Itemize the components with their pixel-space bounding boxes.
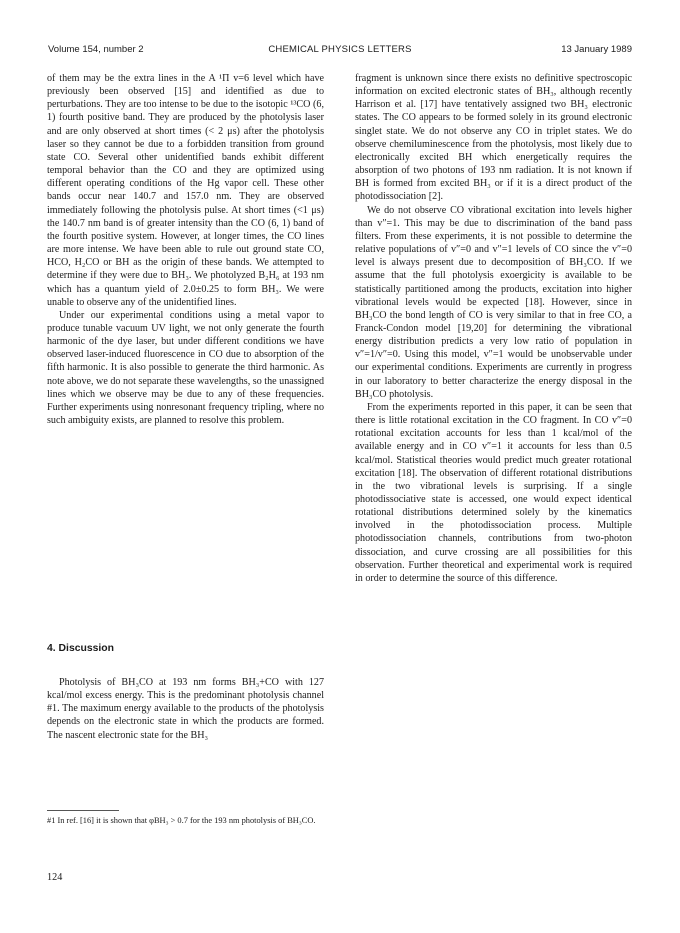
left-paragraph-2: Under our experimental conditions using a metal vapor to produce tunable vacuum UV light, we not only generate the fourth harmonic of the dye laser, but under different conditions we have observed laser-induced fluorescence in CO due to absorption of the fifth harmonic. It is also possible to generate the third harmonic. As note above, we do not separate these wavelengths, so the unassigned lines which we observe may be due to any of these frequencies. Further experiments using nonresonant frequency tripling, where no such ambiguity exists, are planned to resolve this problem. bbox=[47, 309, 324, 427]
running-header bbox=[48, 44, 632, 58]
right-column bbox=[355, 72, 632, 585]
left-paragraph-1: of them may be the extra lines in the A ¹Π v=6 level which have previously been observed [15] and identified as due to perturbations. They are too intense to be due to the isotopic ¹³CO (6, 1) fourth positive band. They are produced by the photolysis laser and are only observed at short times (< 2 μs) after the photolysis laser so they cannot be due to a forbidden transition from ground state CO. Several other unidentified bands exhibit different temporal behavior than the CO and they are optimized using different operating conditions of the Hg vapor cell. These other bands occur near 140.7 and 157.0 nm. They are observed immediately following the photolysis pulse. At short times (<1 μs) the 140.7 nm band is of greater intensity than the CO (6, 1) band of the fourth positive system. However, at longer times, the CO lines are more intense. We have been able to rule out ground state CO, HCO, H₂CO or BH as the origin of these bands. We attempted to determine if they were due to BH₃. We photolyzed B₂H₆ at 193 nm which has a quantum yield of 2.0±0.25 to form BH₃. We were unable to observe any of the unidentified lines. bbox=[47, 73, 324, 308]
right-paragraph-3: From the experiments reported in this paper, it can be seen that there is little rotational excitation in the CO fragment. In CO v″=0 rotational excitation accounts for less than 1 kcal/mol of the available energy and in CO v″=1 it accounts for less than 0.5 kcal/mol. Statistical theories would predict much greater rotational excitation [18]. The observation of different rotational distributions in the two vibrational levels is surprising. If a single photodissociative state is accessed, one would expect identical rotational distributions determined solely by the kinematics involved in the photodissociation process. Multiple photodissociation channels, contributions from two-photon dissociation, and curve crossing are all possibilities for this observation. Further theoretical and experimental work is required in order to determine the source of this difference. bbox=[355, 401, 632, 584]
footnote bbox=[47, 815, 324, 827]
section-heading: 4. Discussion bbox=[47, 643, 114, 654]
volume-label: Volume 154, number 2 bbox=[48, 44, 144, 55]
right-paragraph-1: fragment is unknown since there exists no definitive spectroscopic information on excited electronic states of BH₃, although recently Harrison et al. [17] have tentatively assigned two BH₃ electronic states. The CO appears to be formed solely in its ground electronic singlet state. We do not observe any CO in triplet states. We do observe chemiluminescence from the photolysis, most likely due to electronically excited BH which energetically requires the absorption of two photons of 193 nm radiation. It is not known if BH is formed from excited BH₃ or if it is a direct product of the photodissociation [2]. bbox=[355, 73, 632, 203]
discussion-paragraph-1: Photolysis of BH₃CO at 193 nm forms BH₃+CO with 127 kcal/mol excess energy. This is the predominant photolysis channel #1. The maximum energy available to the products of the photolysis depends on the electronic state in which the products are formed. The nascent electronic state for the BH₃ bbox=[47, 677, 324, 741]
left-column bbox=[47, 72, 324, 427]
footnote-text: #1 In ref. [16] it is shown that φBH₃ > 0.7 for the 193 nm photolysis of BH₃CO. bbox=[47, 816, 316, 825]
footnote-divider bbox=[47, 810, 119, 811]
journal-title: CHEMICAL PHYSICS LETTERS bbox=[268, 44, 412, 55]
discussion-section bbox=[47, 676, 324, 742]
page-number: 124 bbox=[47, 872, 63, 883]
right-paragraph-2: We do not observe CO vibrational excitation into levels higher than v″=1. This may be due to discrimination of the band pass filters. From these experiments, it is not possible to determine the relative populations of v″=0 and v″=1 levels of CO since the v″=0 level is always present due to decomposition of BH₃CO. If we assume that the full photolysis exoergicity is available to be statistically partitioned among the products, excitation into higher vibrational levels would be expected [18]. However, since in BH₃CO the bond length of CO is very similar to that in free CO, a Franck-Condon model [19,20] for determining the vibrational energy distribution predicts a very low ratio of population in v″=1/v″=0. Using this model, v″=1 would be unobservable under our experimental conditions. Experiments are currently in progress in our laboratory to better characterize the energy disposal in the BH₃CO photolysis. bbox=[355, 204, 632, 400]
issue-date: 13 January 1989 bbox=[561, 44, 632, 55]
